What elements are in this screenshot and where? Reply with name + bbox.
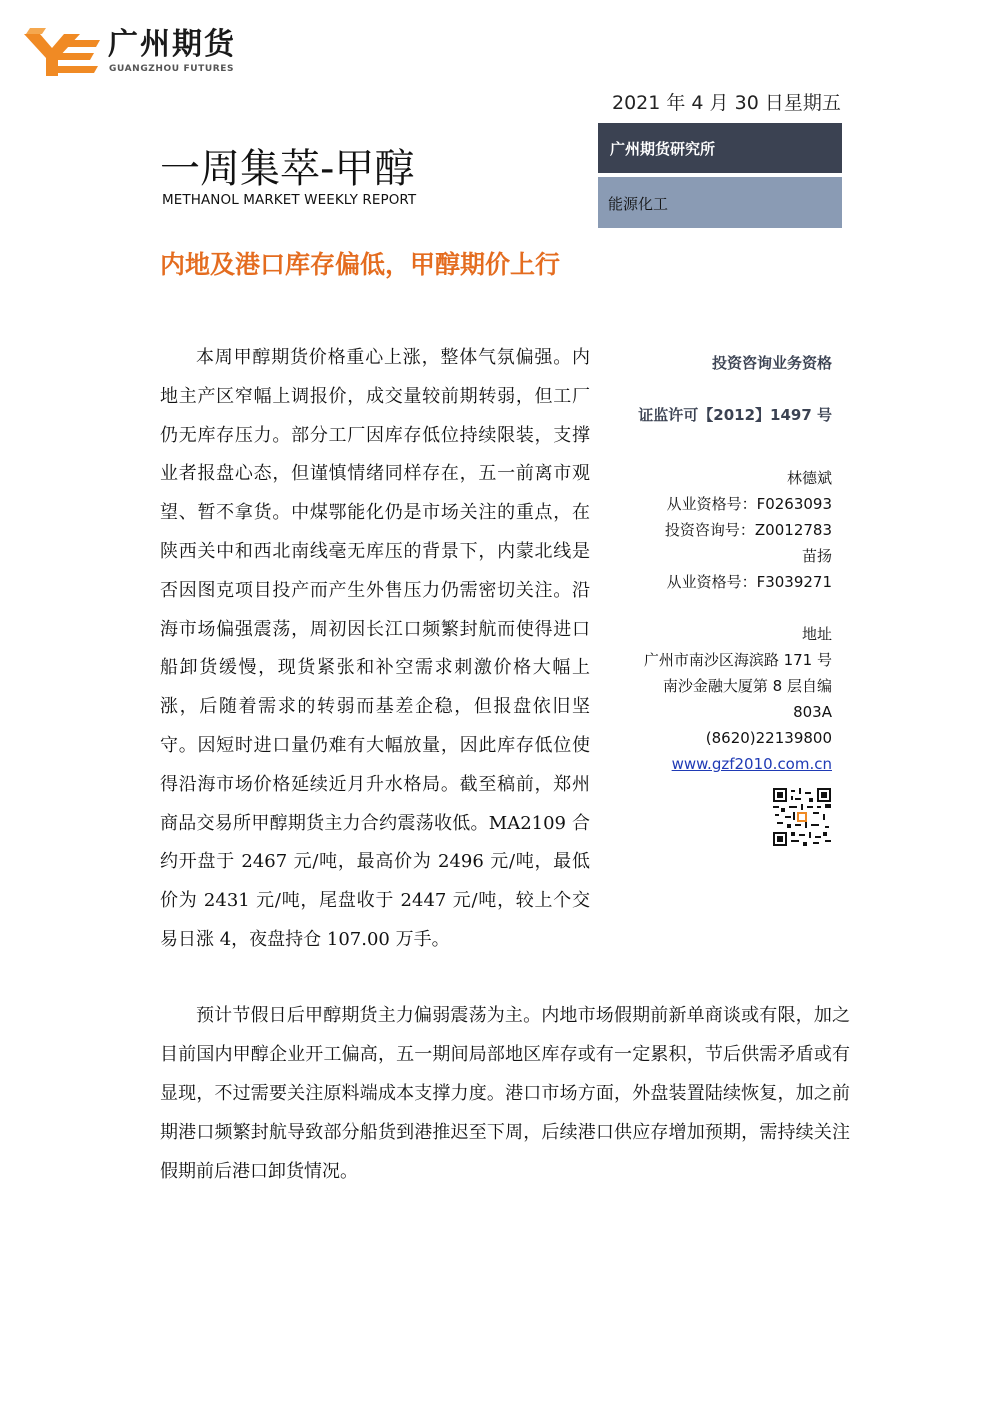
report-subtitle-en: METHANOL MARKET WEEKLY REPORT [162,192,417,208]
analyst-name: 苗扬 [801,547,832,565]
analyst-credential: 投资咨询号：Z0012783 [664,521,832,539]
website-link[interactable]: www.gzf2010.com.cn [671,755,832,773]
body-section-1 [160,339,590,960]
address-line: 803A [793,703,832,721]
analyst-block [572,465,832,595]
report-headline: 内地及港口库存偏低，甲醇期价上行 [160,250,561,279]
report-title: 一周集萃-甲醇 [160,146,415,192]
address-line: 南沙金融大厦第 8 层自编 [662,677,832,695]
qualification-license: 证监许可【2012】1497 号 [638,406,832,424]
analyst-credential: 从业资格号：F3039271 [666,573,832,591]
qualification-title: 投资咨询业务资格 [711,354,832,372]
gzf-logo-icon [22,26,102,78]
analyst-name: 林德斌 [786,469,832,487]
institute-banner [598,123,842,173]
logo-name-en: GUANGZHOU FUTURES [109,64,235,74]
qr-code-icon [773,788,831,846]
sector-banner [598,177,842,228]
analyst-credential: 从业资格号：F0263093 [666,495,832,513]
body-section-2 [160,996,850,1191]
body-paragraph-2: 预计节假日后甲醇期货主力偏弱震荡为主。内地市场假期前新单商谈或有限，加之目前国内甲醇企业开工偏高，五一期间局部地区库存或有一定累积，节后供需矛盾或有显现，不过需要关注原料端成本支撑力度。港口市场方面，外盘装置陆续恢复，加之前期港口频繁封航导致部分船货到港推迟至下周，后续港口供应存增加预期，需持续关注假期前后港口卸货情况。 [160,1005,850,1182]
institute-label: 广州期货研究所 [610,140,716,158]
phone-number: (8620)22139800 [705,729,832,747]
logo-name-cn: 广州期货 [108,27,236,62]
address-label: 地址 [801,625,832,643]
body-paragraph-1: 本周甲醇期货价格重心上涨，整体气氛偏强。内地主产区窄幅上调报价，成交量较前期转弱，但工厂仍无库存压力。部分工厂因库存低位持续限装，支撑业者报盘心态，但谨慎情绪同样存在，五一前离市观望、暂不拿货。中煤鄂能化仍是市场关注的重点，在陕西关中和西北南线毫无库压的背景下，内蒙北线是否因图克项目投产而产生外售压力仍需密切关注。沿海市场偏强震荡，周初因长江口频繁封航而使得进口船卸货缓慢，现货紧张和补空需求刺激价格大幅上涨，后随着需求的转弱而基差企稳，但报盘依旧坚守。因短时进口量仍难有大幅放量，因此库存低位使得沿海市场价格延续近月升水格局。截至稿前，郑州商品交易所甲醇期货主力合约震荡收低。MA2109 合约开盘于 2467 元/吨，最高价为 2496 元/吨，最低价为 2431 元/吨，尾盘收于 2447 元/吨，较上个交易日涨 4，夜盘持仓 107.00 万手。 [160,347,590,950]
company-logo [22,26,252,80]
sector-label: 能源化工 [608,195,669,213]
address-line: 广州市南沙区海滨路 171 号 [643,651,832,669]
contact-block [572,621,832,777]
report-date: 2021 年 4 月 30 日星期五 [612,92,841,114]
